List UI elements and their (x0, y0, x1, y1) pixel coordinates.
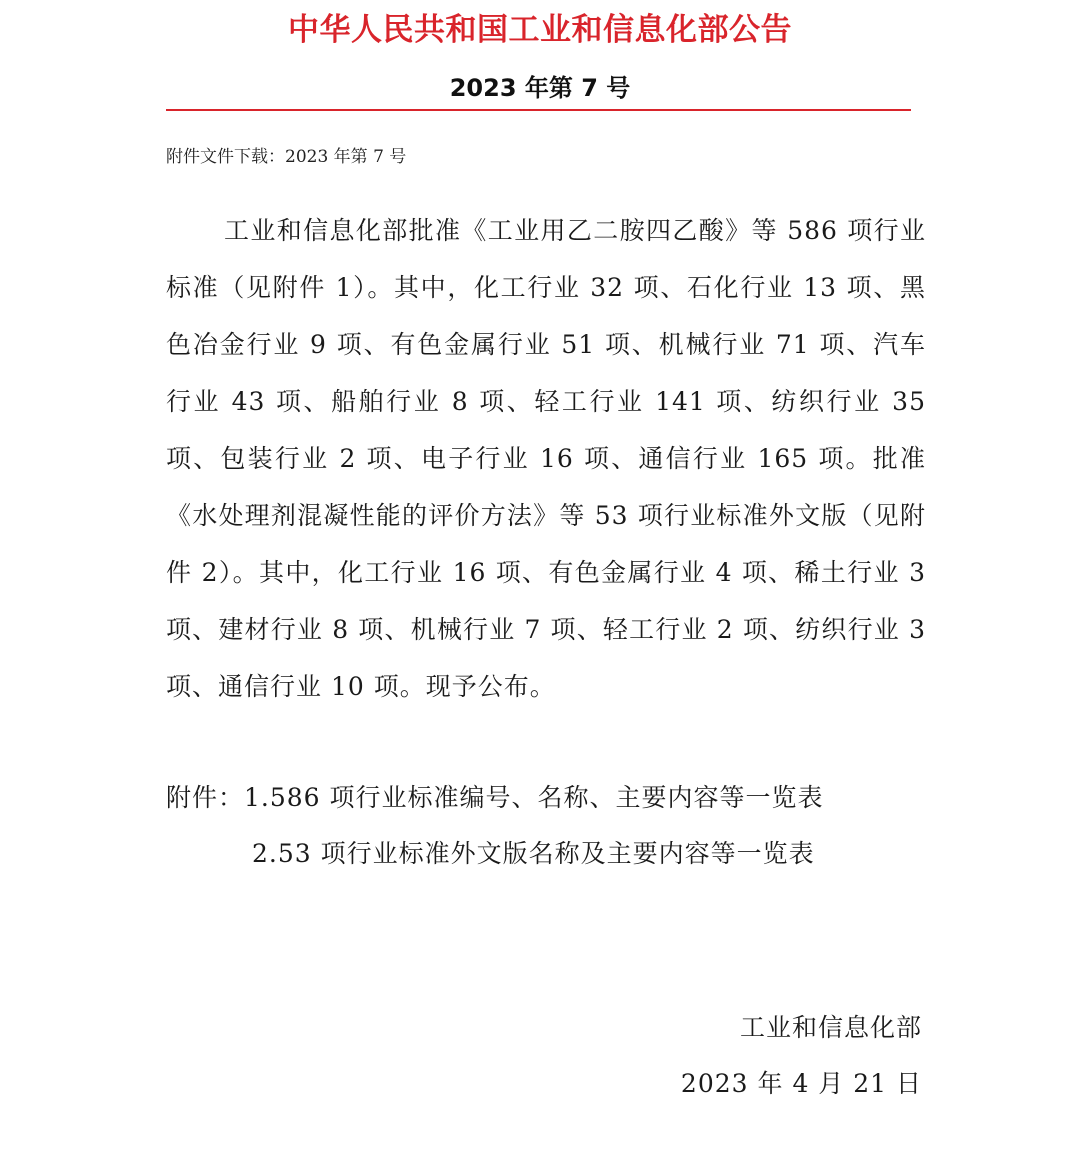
header-divider (166, 109, 911, 111)
attachment-item: 1.586 项行业标准编号、名称、主要内容等一览表 (244, 783, 824, 812)
issue-date: 2023 年 4 月 21 日 (680, 1069, 922, 1098)
download-label: 附件文件下载： (166, 147, 285, 167)
issue-number: 2023 年第 7 号 (449, 74, 631, 102)
issuer-name: 工业和信息化部 (739, 1013, 922, 1042)
signature-block (681, 1000, 922, 1112)
attachments-section (166, 770, 926, 882)
attachment-item: 2.53 项行业标准外文版名称及主要内容等一览表 (252, 839, 815, 868)
announcement-body: 工业和信息化部批准《工业用乙二胺四乙酸》等 586 项行业标准（见附件 1）。其中，化工行业 32 项、石化行业 13 项、黑色冶金行业 9 项、有色金属行业 51 项、机械行业 71 项、汽车行业 43 项、船舶行业 8 项、轻工行业 141 项、纺织行业 35 项、包装行业 2 项、电子行业 16 项、通信行业 165 项。批准《水处理剂混凝性能的评价方法》等 53 项行业标准外文版（见附件 2）。其中，化工行业 16 项、有色金属行业 4 项、稀土行业 3 项、建材行业 8 项、机械行业 7 项、轻工行业 2 项、纺织行业 3 项、通信行业 10 项。现予公布。 (166, 216, 926, 701)
attachment-row (166, 770, 926, 826)
attachments-label: 附件： (166, 783, 245, 812)
attachment-row (166, 826, 926, 882)
document-title: 中华人民共和国工业和信息化部公告 (288, 12, 792, 48)
download-line (166, 142, 406, 167)
download-link[interactable]: 2023 年第 7 号 (285, 147, 407, 167)
